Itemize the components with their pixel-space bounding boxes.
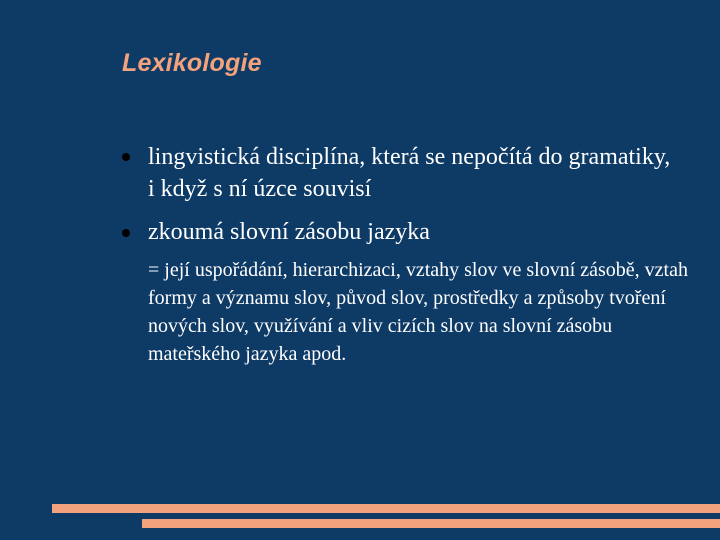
bullet-item: lingvistická disciplína, která se nepočítá do gramatiky, i když s ní úzce souvisí — [148, 144, 671, 202]
slide-title: Lexikologie — [122, 49, 262, 77]
decorative-bar-lower — [142, 519, 720, 528]
bullet-dot-icon — [122, 153, 130, 161]
bullet-subtext: = její uspořádání, hierarchizaci, vztahy slov ve slovní zásobě, vztah formy a významu slov, původ slov, prostředky a způsoby tvoření nových slov, využívání a vliv cizích slov na slovní zásobu mateřského jazyka apod. — [148, 259, 688, 365]
bullet-dot-icon — [122, 229, 130, 237]
bullet-item: zkoumá slovní zásobu jazyka — [148, 219, 430, 245]
decorative-bar-upper — [52, 504, 720, 513]
